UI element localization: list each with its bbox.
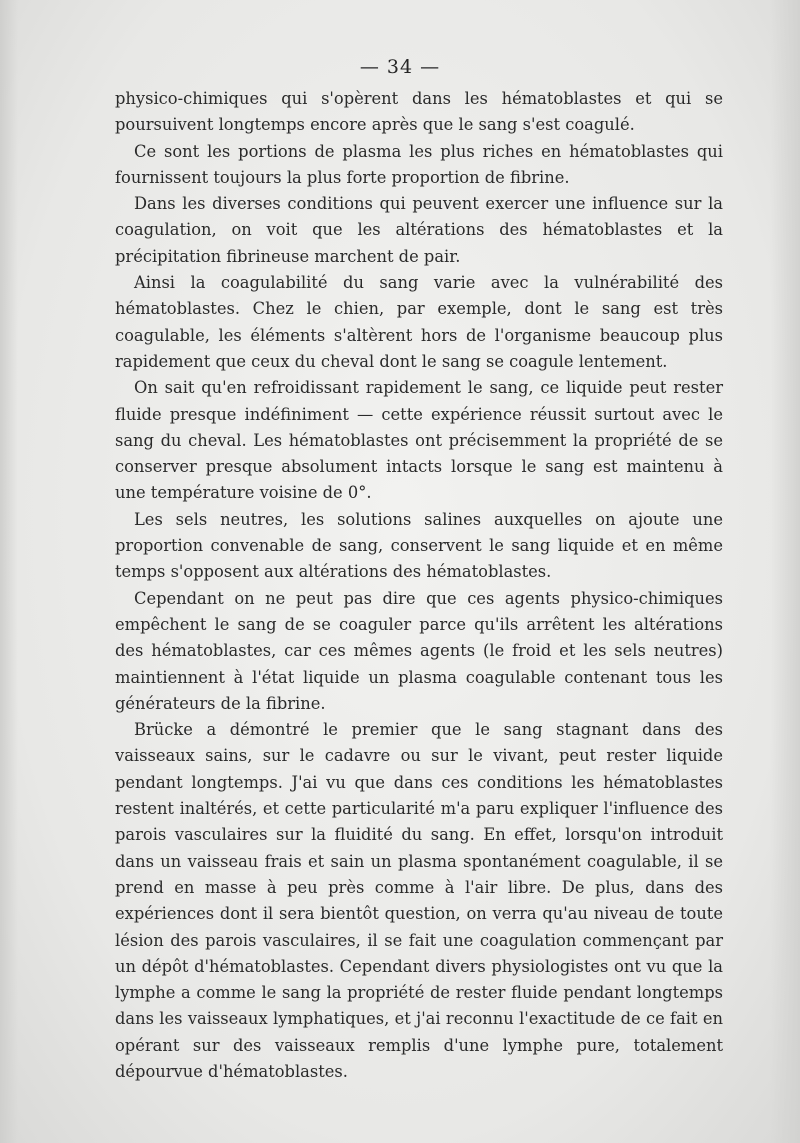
- paragraph-continuation: physico-chimiques qui s'opèrent dans les hématoblastes et qui se poursuivent longtemps encore après que le sang s'est coagulé.: [115, 89, 723, 135]
- paragraph-coagulability: Ainsi la coagulabilité du sang varie avec la vulnérabilité des hématoblastes. Chez le chien, par exemple, dont le sang est très coagulable, les éléments s'altèrent hors de l'organisme beaucoup plus rapidement que ceux du cheval dont le sang se coagule lentement.: [115, 273, 723, 371]
- paragraph-plasma-portions: Ce sont les portions de plasma les plus riches en hématoblastes qui fournissent toujours la plus forte proportion de fibrine.: [115, 141, 723, 187]
- paragraph-agents: Cependant on ne peut pas dire que ces agents physico-chimiques empêchent le sang de se coaguler parce qu'ils arrêtent les altérations des hématoblastes, car ces mêmes agents (le froid et les sels neutres) maintiennent à l'état liquide un plasma coagulable contenant tous les générateurs de la fibrine.: [115, 588, 723, 713]
- paragraph-cooling: On sait qu'en refroidissant rapidement le sang, ce liquide peut rester fluide presque indéfiniment — cette expérience réussit surtout avec le sang du cheval. Les hématoblastes ont précisemment la propriété de se conserver presque absolument intacts lorsque le sang est maintenu à une température voisine de 0°.: [115, 378, 723, 503]
- paragraph-brucke: Brücke a démontré le premier que le sang stagnant dans des vaisseaux sains, sur le cadavre ou sur le vivant, peut rester liquide pendant longtemps. J'ai vu que dans ces conditions les hématoblastes restent inaltérés, et cette particularité m'a paru expliquer l'influence des parois vasculaires sur la fluidité du sang. En effet, lorsqu'on introduit dans un vaisseau frais et sain un plasma spontanément coagulable, il se prend en masse à peu près comme à l'air libre. De plus, dans des expériences dont il sera bientôt question, on verra qu'au niveau de toute lésion des parois vasculaires, il se fait une coagulation commençant par un dépôt d'hématoblastes. Cependant divers physiologistes ont vu que la lymphe a comme le sang la propriété de rester fluide pendant longtemps dans les vaisseaux lymphatiques, et j'ai reconnu l'exactitude de ce fait en opérant sur des vaisseaux remplis d'une lymphe pure, totalement dépourvue d'hématoblastes.: [115, 720, 723, 1081]
- paragraph-neutral-salts: Les sels neutres, les solutions salines auxquelles on ajoute une proportion convenable de sang, conservent le sang liquide et en même temps s'opposent aux altérations des hématoblastes.: [115, 509, 723, 582]
- paragraph-conditions: Dans les diverses conditions qui peuvent exercer une influence sur la coagulation, on voit que les altérations des hématoblastes et la précipitation fibrineuse marchent de pair.: [115, 194, 723, 266]
- body-text: [115, 86, 723, 1085]
- page-number: — 34 —: [359, 56, 441, 78]
